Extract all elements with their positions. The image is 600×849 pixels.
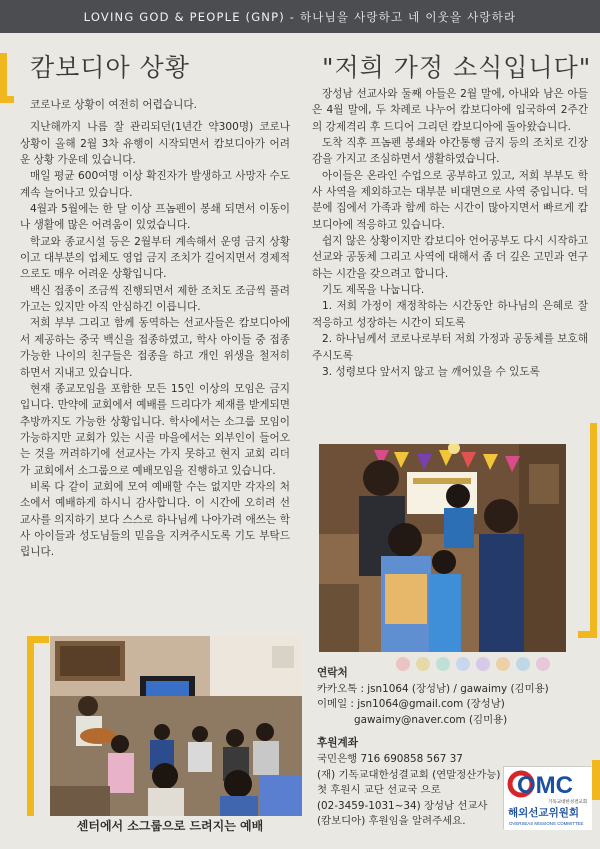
account-heading: 후원계좌 bbox=[317, 737, 358, 750]
memo-line: 첫 후원시 교단 선교국 으로 bbox=[317, 784, 441, 797]
right-para: 아이들은 온라인 수업으로 공부하고 있고, 저희 부부도 학사 사역을 제외하고는 대부분 비대면으로 사역 중입니다. 덕분에 집에서 가족과 함께 하는 시간이 많아지면서 빠르게 캄보디아에 적응하고 있습니다. bbox=[312, 169, 588, 231]
logo-en: OVERSEAS MISSIONS COMMITTEE bbox=[509, 821, 584, 826]
left-deco-top-foot bbox=[0, 96, 14, 103]
left-para: 백신 접종이 조금씩 진행되면서 제한 조치도 조금씩 풀려가고는 있지만 아직 안심하긴 이릅니다. bbox=[20, 284, 290, 314]
left-para: 코로나로 상황이 여전히 어렵습니다. bbox=[30, 99, 197, 111]
family-photo bbox=[319, 444, 566, 652]
prayer-item: 3. 성령보다 앞서지 않고 늘 깨어있을 수 있도록 bbox=[322, 365, 540, 378]
bank-line: 국민은행 716 690858 567 37 bbox=[317, 752, 463, 765]
right-para: 기도 제목을 나눕니다. bbox=[322, 284, 425, 297]
left-deco-bottom-head bbox=[27, 636, 49, 643]
page-header: LOVING GOD & PEOPLE (GNP) - 하나님을 사랑하고 네 이웃을 사랑하라 bbox=[0, 0, 600, 33]
prayer-item: 2. 하나님께서 코로나로부터 저희 가정과 공동체를 보호해 주시도록 bbox=[312, 333, 588, 362]
kakao-line: 카카오톡 : jsn1064 (장성남) / gawaimy (김미용) bbox=[317, 682, 549, 695]
left-para: 4월과 5월에는 한 달 이상 프놈펜이 봉쇄 되면서 이동이나 생활에 많은 어려움이 있었습니다. bbox=[20, 203, 290, 232]
prayer-item: 1. 저희 가정이 재정착하는 시간동안 하나님의 은혜로 잘 적응하고 성장하는 시간이 되도록 bbox=[312, 300, 588, 329]
right-title: "저희 가정 소식입니다" bbox=[322, 53, 592, 82]
right-deco-top-head bbox=[578, 631, 597, 638]
right-para: 장성남 선교사와 둘째 아들은 2월 말에, 아내와 남은 아들은 4월 말에, 두 차례로 나누어 캄보디아에 입국하여 2주간의 강제격리 후 드디어 그리던 캄보디아에 돌아왔습니다. bbox=[312, 88, 588, 133]
worship-photo bbox=[50, 636, 302, 816]
email-line: 이메일 : jsn1064@gmail.com (장성남) bbox=[317, 698, 505, 711]
left-body bbox=[20, 97, 290, 561]
logo-mark: OMC bbox=[517, 772, 573, 799]
right-para: 도착 직후 프놈펜 봉쇄와 야간통행 금지 등의 조치로 긴장감을 가지고 조심하면서 생활하였습니다. bbox=[312, 137, 588, 166]
left-deco-bottom bbox=[27, 636, 34, 816]
org-line: (재) 기독교대한성결교회 (연말정산가능) bbox=[317, 768, 501, 781]
right-body bbox=[312, 86, 588, 380]
contact-heading: 연락처 bbox=[317, 667, 348, 679]
left-para: 지난해까지 나름 잘 관리되던(1년간 약300명) 코로나 상황이 올해 2월 3차 유행이 시작되면서 캄보디아가 어려운 상황 가운데 있습니다. bbox=[20, 121, 290, 167]
left-para: 비록 다 같이 교회에 모여 예배할 수는 없지만 각자의 처소에서 예배하게 하시니 감사합니다. 이 시간에 오히려 선교사를 의지하기 보다 스스로 하나님께 나아가려 애쓰는 학사 아이들과 성도님들의 믿음을 지켜주시도록 기도 부탁드립니다. bbox=[20, 480, 290, 559]
left-para: 학교와 종교시설 등은 2월부터 계속해서 운영 금지 상황이고 대부분의 업체도 영업 금지 조치가 길어지면서 경제적으로도 매우 어려운 상황입니다. bbox=[20, 235, 290, 281]
left-para: 현재 종교모임을 포함한 모든 15인 이상의 모임은 금지입니다. 만약에 교회에서 예배를 드리다가 제재를 받게되면 추방까지도 가능한 상황입니다. 학사에서는 소그룹 모임이 가능하지만 교회가 있는 시골 마을에서는 외부인이 들어오는 것을 꺼려하기에 선교사는 가지 못하고 현지 교회 리더가 교회에서 소그룹으로 예배모임을 진행하고 있습니다. bbox=[20, 382, 290, 477]
email-line-2: gawaimy@naver.com (김미용) bbox=[354, 713, 508, 726]
phone-line: (02-3459-1031~34) 장성남 선교사 bbox=[317, 799, 488, 812]
left-title: 캄보디아 상황 bbox=[30, 53, 190, 82]
left-para: 매일 평균 600여명 이상 확진자가 발생하고 사망자 수도 계속 늘어나고 있습니다. bbox=[20, 170, 290, 199]
omc-logo bbox=[503, 766, 591, 829]
logo-sub: 기독교대한성결교회 bbox=[548, 800, 588, 805]
right-para: 쉽지 않은 상황이지만 캄보디아 언어공부도 다시 시작하고 선교와 공동체 그리고 사역에 대해서 좀 더 깊은 고민과 연구하는 시간을 갖으려고 합니다. bbox=[312, 235, 588, 280]
right-deco-top bbox=[590, 423, 597, 638]
logo-name: 해외선교위원회 bbox=[508, 807, 580, 819]
left-para: 저희 부부 그리고 함께 동역하는 선교사들은 캄보디아에서 제공하는 중국 백신을 접종하였고, 학사 아이들 중 접종 가능한 나이의 친구들은 접종을 하고 개인 위생을 철저히 하면서 지내고 있습니다. bbox=[20, 317, 290, 379]
photo-caption: 센터에서 소그룹으로 드려지는 예배 bbox=[76, 819, 264, 833]
note-line: (캄보디아) 후원임을 알려주세요. bbox=[317, 815, 466, 828]
